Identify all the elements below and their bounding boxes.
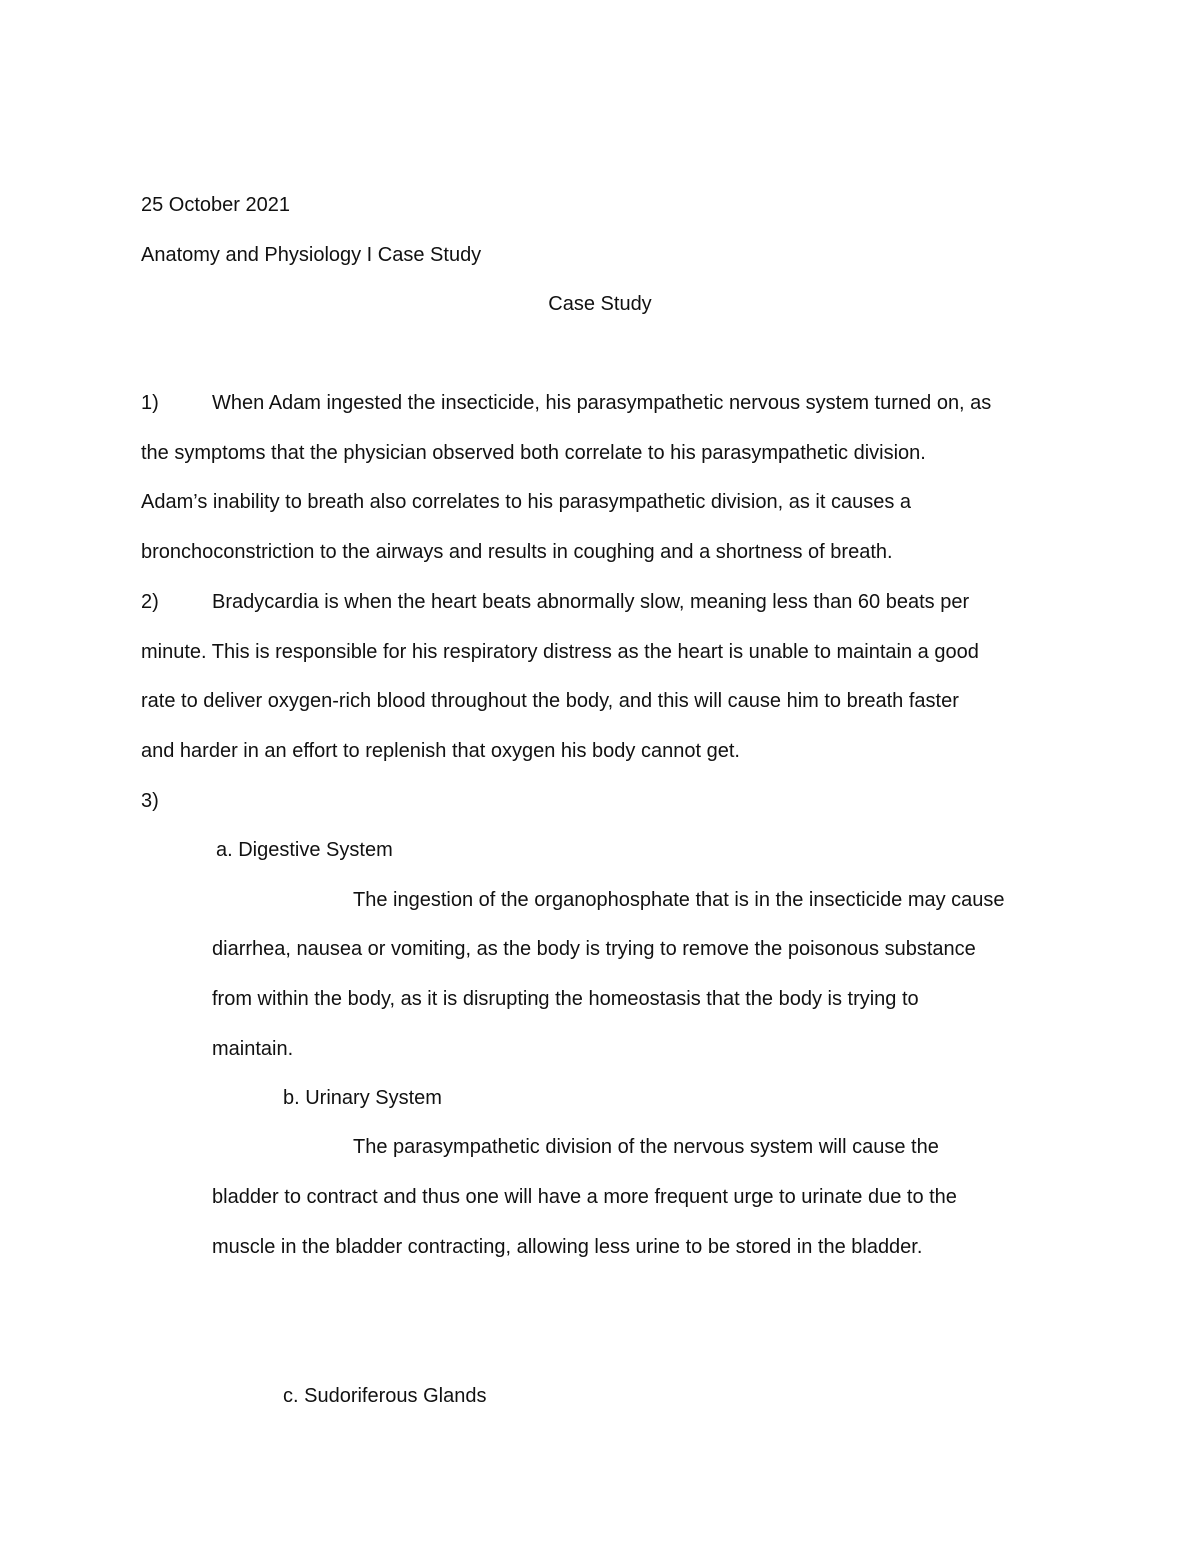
answer-2-line-4: and harder in an effort to replenish that oxygen his body cannot get.: [141, 740, 740, 762]
subsection-b-line-2: bladder to contract and thus one will have a more frequent urge to urinate due to the: [212, 1186, 957, 1208]
subsection-a-line-3: from within the body, as it is disrupting the homeostasis that the body is trying to: [212, 988, 919, 1010]
answer-3-number: 3): [141, 790, 159, 812]
subsection-a-line-1: The ingestion of the organophosphate that is in the insecticide may cause: [353, 889, 1005, 911]
course-line: Anatomy and Physiology I Case Study: [141, 244, 482, 266]
answer-1-line-1: When Adam ingested the insecticide, his parasympathetic nervous system turned on, as: [212, 392, 992, 414]
subsection-c-heading: c. Sudoriferous Glands: [283, 1385, 487, 1407]
answer-2-line-3: rate to deliver oxygen-rich blood throughout the body, and this will cause him to breath faster: [141, 690, 959, 712]
answer-2-line-2: minute. This is responsible for his respiratory distress as the heart is unable to maintain a good: [141, 641, 979, 663]
answer-1-number: 1): [141, 392, 159, 414]
date-line: 25 October 2021: [141, 194, 290, 216]
subsection-b-line-3: muscle in the bladder contracting, allowing less urine to be stored in the bladder.: [212, 1236, 923, 1258]
answer-1-line-4: bronchoconstriction to the airways and results in coughing and a shortness of breath.: [141, 541, 893, 563]
answer-1-line-3: Adam’s inability to breath also correlates to his parasympathetic division, as it causes a: [141, 491, 912, 513]
subsection-a-line-2: diarrhea, nausea or vomiting, as the body is trying to remove the poisonous substance: [212, 938, 976, 960]
subsection-b-line-1: The parasympathetic division of the nervous system will cause the: [353, 1136, 939, 1158]
answer-2-number: 2): [141, 591, 159, 613]
page-title: Case Study: [548, 293, 652, 315]
answer-2-line-1: Bradycardia is when the heart beats abnormally slow, meaning less than 60 beats per: [212, 591, 970, 613]
subsection-a-heading: a. Digestive System: [216, 839, 393, 861]
answer-1-line-2: the symptoms that the physician observed both correlate to his parasympathetic division.: [141, 442, 926, 464]
subsection-a-line-4: maintain.: [212, 1038, 294, 1060]
subsection-b-heading: b. Urinary System: [283, 1087, 442, 1109]
